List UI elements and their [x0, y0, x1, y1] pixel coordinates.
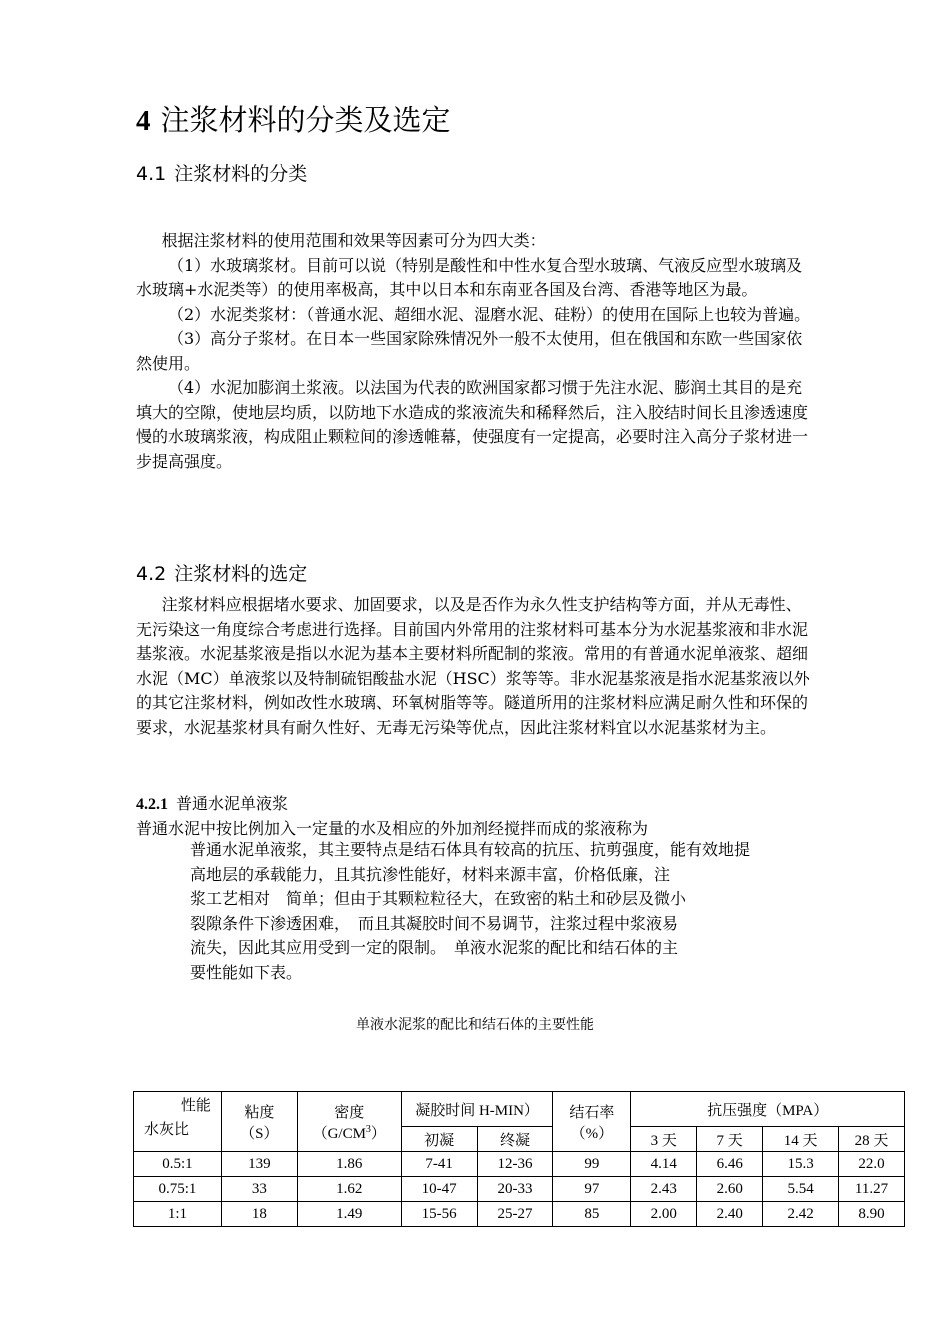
classification-item-4: （4）水泥加膨润土浆液。以法国为代表的欧洲国家都习惯于先注水泥、膨润土其目的是充填大的空隙，使地层均质，以防地下水造成的浆液流失和稀释然后，注入胶结时间长且渗透速度慢的水玻璃浆液，构成阻止颗粒间的渗透帷幕，使强度有一定提高，必要时注入高分子浆材进一步提高强度。 [136, 378, 809, 471]
hanging-line-6: 要性能如下表。 [190, 962, 303, 982]
chapter-number: 4 [136, 105, 151, 137]
subsection-4-2-1-number: 4.2.1 [136, 796, 168, 813]
classification-item-1: （1）水玻璃浆材。目前可以说（特别是酸性和中性水复合型水玻璃、气液反应型水玻璃及水玻璃+水泥类等）的使用率极高，其中以日本和东南亚各国及台湾、香港等地区为最。 [136, 255, 803, 299]
table-cell: 99 [553, 1152, 631, 1177]
density-header [297, 1092, 401, 1152]
table-cell: 15.3 [763, 1152, 839, 1177]
density-label: 密度 [334, 1104, 365, 1121]
classification-item-3: （3）高分子浆材。在日本一些国家除殊情况外一般不太使用，但在俄国和东欧一些国家依然使用。 [136, 329, 803, 373]
table-cell: 1.62 [297, 1177, 401, 1202]
table-cell: 20-33 [477, 1177, 553, 1202]
corner-header-cell [134, 1092, 222, 1152]
table-cell: 2.42 [763, 1202, 839, 1227]
table-cell: 1.86 [297, 1152, 401, 1177]
density-unit [298, 1122, 401, 1143]
hanging-line-1: 普通水泥单液浆，其主要特点是结石体具有较高的抗压、抗剪强度，能有效地提 [190, 840, 751, 859]
hanging-line-2: 高地层的承载能力，且其抗渗性能好，材料来源丰富，价格低廉，注 [190, 864, 671, 884]
corner-header-top: 性能 [180, 1098, 211, 1114]
corner-header-bottom: 水灰比 [144, 1122, 190, 1138]
table-cell: 85 [553, 1202, 631, 1227]
table-cell: 8.90 [839, 1202, 905, 1227]
chapter-title [136, 100, 451, 141]
table-cell: 7-41 [401, 1152, 477, 1177]
hanging-line-3: 浆工艺相对 简单；但由于其颗粒粒径大，在致密的粘土和砂层及微小 [190, 889, 687, 908]
table-cell: 97 [553, 1177, 631, 1202]
section-4-2-title-text: 注浆材料的选定 [174, 563, 308, 585]
table-cell: 22.0 [839, 1152, 905, 1177]
cement-slurry-properties-table [133, 1091, 905, 1227]
table-cell: 25-27 [477, 1202, 553, 1227]
section-4-1-title-text: 注浆材料的分类 [174, 163, 308, 185]
viscosity-header [221, 1092, 297, 1152]
table-cell: 18 [221, 1202, 297, 1227]
stone-rate-label: 结石率 [569, 1104, 615, 1121]
hanging-line-5: 流失，因此其应用受到一定的限制。 单液水泥浆的配比和结石体的主 [190, 938, 679, 957]
hanging-line-4: 裂隙条件下渗透困难， 而且其凝胶时间不易调节，注浆过程中浆液易 [190, 913, 679, 933]
classification-item-2: （2）水泥类浆材：（普通水泥、超细水泥、湿磨水泥、硅粉）的使用在国际上也较为普遍。 [168, 304, 811, 324]
table-cell: 10-47 [401, 1177, 477, 1202]
section-4-1-intro: 根据注浆材料的使用范围和效果等因素可分为四大类： [161, 231, 546, 250]
table-cell: 6.46 [697, 1152, 763, 1177]
gel-time-header: 凝胶时间 H-MIN） [401, 1092, 553, 1127]
table-row [134, 1152, 905, 1177]
section-4-1-title [136, 161, 307, 187]
subsection-4-2-1-title-text: 普通水泥单液浆 [176, 794, 289, 813]
table-caption: 单液水泥浆的配比和结石体的主要性能 [356, 1017, 594, 1033]
section-4-1-body [136, 229, 816, 474]
stone-rate-header [553, 1092, 631, 1152]
chapter-title-text: 注浆材料的分类及选定 [160, 103, 451, 137]
section-4-2-paragraph: 注浆材料应根据堵水要求、加固要求，以及是否作为永久性支护结构等方面，并从无毒性、无污染这一角度综合考虑进行选择。目前国内外常用的注浆材料可基本分为水泥基浆液和非水泥基浆液。水泥基浆液是指以水泥为基本主要材料所配制的浆液。常用的有普通水泥单液浆、超细水泥（MC）单液浆以及特制硫铝酸盐水泥（HSC）浆等等。非水泥基浆液是指水泥基浆液以外的其它注浆材料，例如改性水玻璃、环氧树脂等等。隧道所用的注浆材料应满足耐久性和环保的要求，水泥基浆材具有耐久性好、无毒无污染等优点，因此注浆材料宜以水泥基浆材为主。 [136, 595, 810, 737]
table-cell: 2.60 [697, 1177, 763, 1202]
section-4-2-body [136, 593, 816, 740]
table-cell: 2.00 [631, 1202, 697, 1227]
strength-header: 抗压强度（MPA） [631, 1092, 905, 1127]
table-cell: 4.14 [631, 1152, 697, 1177]
day-7-header: 7 天 [697, 1127, 763, 1152]
final-set-header: 终凝 [477, 1127, 553, 1152]
stone-rate-unit: （%） [570, 1125, 614, 1142]
table-cell: 33 [221, 1177, 297, 1202]
initial-set-header: 初凝 [401, 1127, 477, 1152]
table-cell: 0.5:1 [134, 1152, 222, 1177]
section-4-1-number: 4.1 [136, 163, 167, 185]
subsection-first-line: 普通水泥中按比例加入一定量的水及相应的外加剂经搅拌而成的浆液称为 [136, 819, 649, 838]
table-cell: 15-56 [401, 1202, 477, 1227]
section-4-2-title [136, 561, 307, 587]
table-cell: 12-36 [477, 1152, 553, 1177]
viscosity-unit: （S） [240, 1125, 279, 1142]
density-unit-post: ） [370, 1125, 386, 1142]
subsection-hanging-text [190, 838, 830, 985]
table-cell: 1:1 [134, 1202, 222, 1227]
table-cell: 5.54 [763, 1177, 839, 1202]
day-14-header: 14 天 [763, 1127, 839, 1152]
density-unit-sup: 3 [365, 1123, 371, 1135]
table-cell: 1.49 [297, 1202, 401, 1227]
subsection-4-2-1-title [136, 793, 288, 816]
table-header-row-1 [134, 1092, 905, 1127]
table-cell: 2.43 [631, 1177, 697, 1202]
section-4-2-number: 4.2 [136, 563, 167, 585]
table-row [134, 1177, 905, 1202]
density-unit-pre: （G/CM [312, 1125, 366, 1142]
table-cell: 2.40 [697, 1202, 763, 1227]
table-row [134, 1202, 905, 1227]
viscosity-label: 粘度 [244, 1104, 275, 1121]
table-cell: 11.27 [839, 1177, 905, 1202]
day-28-header: 28 天 [839, 1127, 905, 1152]
table-cell: 139 [221, 1152, 297, 1177]
table-cell: 0.75:1 [134, 1177, 222, 1202]
day-3-header: 3 天 [631, 1127, 697, 1152]
